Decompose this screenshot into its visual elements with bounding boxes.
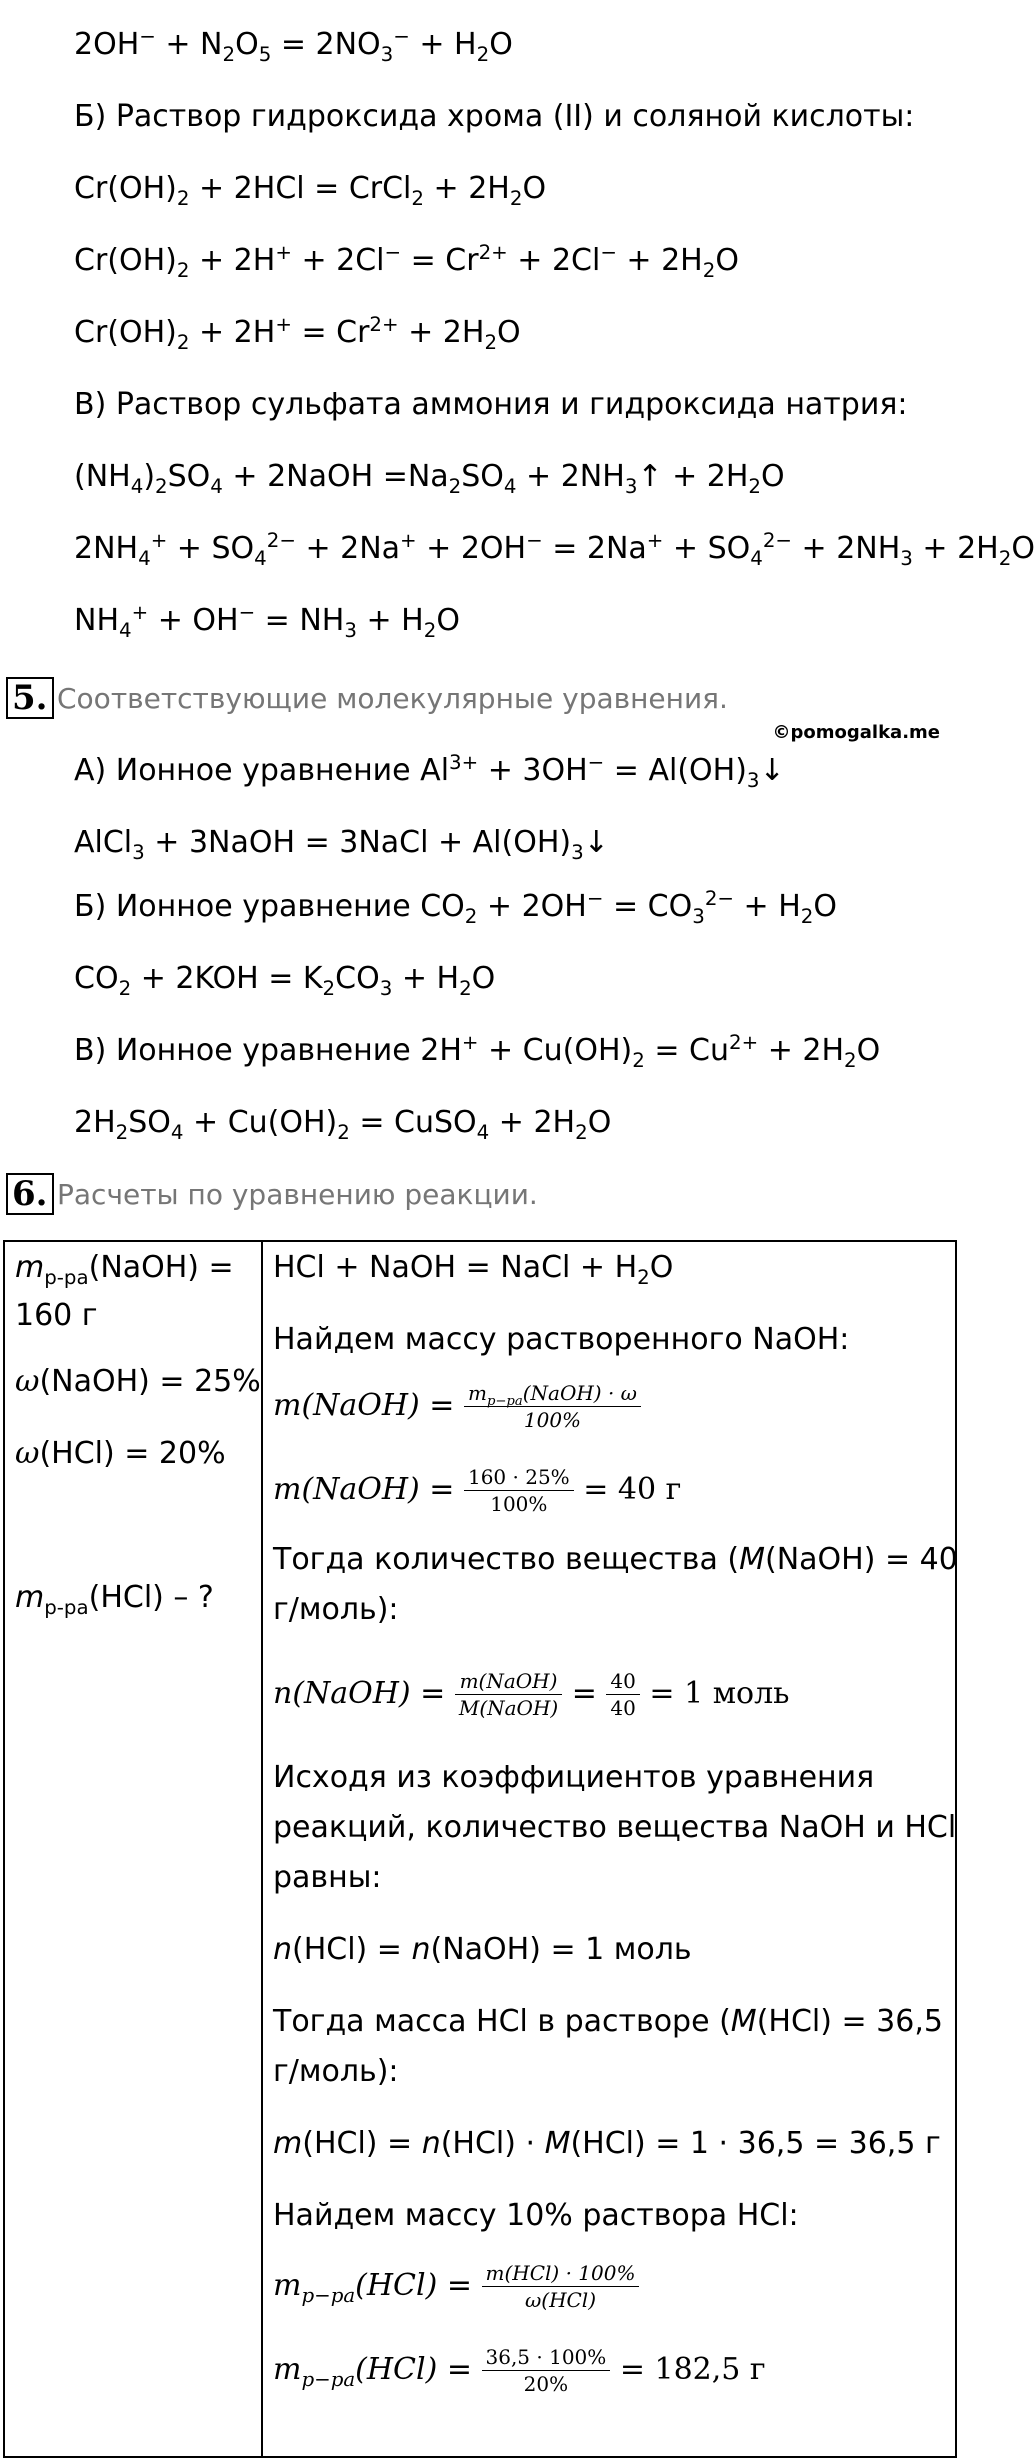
- given-mass-solution-naoh: $m_{р-ра}(NaOH)$ =: [15, 1250, 234, 1289]
- amount-equality: n(HCl) = n(NaOH) = 1 моль: [273, 1932, 692, 1967]
- watermark: ©pomogalka.me: [772, 722, 940, 743]
- given-column: [4, 1241, 262, 2457]
- task5-line-a-molecular: AlCl$_3$ + 3NaOH = 3NaCl + $Al(OH)_3↓$: [74, 825, 609, 864]
- task-number-6: 6.: [6, 1173, 54, 1215]
- task5-line-b-ionic: Б) Ионное уравнение $CO_2 + 2OH^- = CO_3^{2-} + H_2O$: [74, 887, 837, 928]
- task6-solution-table: [3, 1240, 957, 2458]
- step-amount-naoh: Тогда количество вещества (M(NaOH) = 40: [273, 1542, 958, 1577]
- step-coefficients-2: реакций, количество вещества NaOH и HCl: [273, 1810, 957, 1845]
- task5-line-b-molecular: $CO_2 + 2KOH = K_2CO_3 + H_2O$: [74, 961, 496, 1000]
- reaction-equation: HCl + NaOH = NaCl + $H_2O$: [273, 1250, 674, 1289]
- step-coefficients-3: равны:: [273, 1860, 382, 1895]
- formula-mass-solution-hcl: $m_{р-ра}(HCl)$ = $\frac{\text{m(HCl) · 100\%}}{\text{ω(HCl)}}$: [273, 2260, 639, 2313]
- task-title-6: Расчеты по уравнению реакции.: [57, 1178, 538, 1211]
- task5-line-a-ionic: А) Ионное уравнение $Al^{3+} + 3OH^-$ = $Al(OH)_3↓$: [74, 751, 785, 792]
- equation-cr-molecular: $Cr(OH)_2 + 2HCl$ = CrCl$_2$ + $2H_2O$: [74, 171, 547, 210]
- calc-mass-solution-hcl: $m_{р-ра}(HCl)$ = $\frac{36,5 \cdot 100\%}{20\%}$ = 182,5 г: [273, 2345, 766, 2396]
- calc-mass-hcl: m(HCl) = n(HCl) · M(HCl) = 1 · 36,5 = 36,5 г: [273, 2126, 941, 2161]
- subheading-v-ammonium: В) Раствор сульфата аммония и гидроксида натрия:: [74, 387, 908, 422]
- step-find-mass-naoh: Найдем массу растворенного NaOH:: [273, 1322, 850, 1357]
- task-number-5: 5.: [6, 677, 54, 719]
- equation-nh4-full-ionic: $2NH_4^+ + SO_4^{2-} + 2Na^+ + 2OH^- = 2Na^+ + SO_4^{2-} + 2NH_3 + 2H_2O$: [74, 529, 1035, 570]
- step-mass-hcl-unit: г/моль):: [273, 2054, 399, 2089]
- equation-cr-short-ionic: $Cr(OH)_2 + 2H^+ = Cr^{2+} + 2H_2O$: [74, 313, 521, 354]
- given-omega-hcl: ω(HCl) = 20%: [15, 1436, 226, 1471]
- step-mass-hcl: Тогда масса HCl в растворе (M(HCl) = 36,5: [273, 2004, 943, 2039]
- formula-mass-naoh: m(NaOH) = $\frac{m_{р-ра}(NaOH) \cdot \omega}{100\%}$: [273, 1380, 641, 1433]
- task5-line-v-molecular: $2H_2SO_4 + Cu(OH)_2$ = CuSO$_4$ + $2H_2O$: [74, 1105, 612, 1144]
- equation-nh4-short-ionic: $NH_4^+ + OH^- = NH_3 + H_2O$: [74, 601, 460, 642]
- solution-column: [262, 1241, 956, 2457]
- calc-amount-naoh: n(NaOH) = $\frac{\text{m(NaOH)}}{\text{M(NaOH)}}$ = $\frac{40}{40}$ = 1 моль: [273, 1669, 790, 1720]
- subheading-b-chromium: Б) Раствор гидроксида хрома (II) и соляной кислоты:: [74, 99, 915, 134]
- down-arrow-icon: ↓: [583, 825, 609, 860]
- equation-cr-full-ionic: $Cr(OH)_2 + 2H^+ + 2Cl^- = Cr^{2+} + 2Cl^- + 2H_2O$: [74, 241, 739, 282]
- step-amount-naoh-unit: г/моль):: [273, 1592, 399, 1627]
- task5-line-v-ionic: В) Ионное уравнение $2H^+ + Cu(OH)_2 = Cu^{2+} + 2H_2O$: [74, 1031, 881, 1072]
- up-arrow-icon: ↑: [637, 459, 663, 494]
- equation-ionic-n2o5: $2OH^- + N_2O_5 = 2NO_3^- + H_2O$: [74, 25, 513, 66]
- equation-nh4-molecular: $(NH_4)_2SO_4$ + 2NaOH $=Na_2SO_4$ + $2NH_3↑ + 2H_2O$: [74, 459, 785, 498]
- down-arrow-icon: ↓: [759, 753, 785, 788]
- step-coefficients-1: Исходя из коэффициентов уравнения: [273, 1760, 875, 1795]
- given-omega-naoh: ω(NaOH) = 25%: [15, 1364, 261, 1399]
- task-title-5: Соответствующие молекулярные уравнения.: [57, 682, 728, 715]
- given-mass-solution-naoh-value: 160 г: [15, 1298, 98, 1333]
- unknown-mass-solution-hcl: $m_{р-ра}(HCl)$ – ?: [15, 1580, 214, 1619]
- step-find-mass-solution-hcl: Найдем массу 10% раствора HCl:: [273, 2198, 799, 2233]
- calc-mass-naoh: m(NaOH) = $\frac{160 \cdot 25\%}{100\%}$ = 40 г: [273, 1465, 682, 1516]
